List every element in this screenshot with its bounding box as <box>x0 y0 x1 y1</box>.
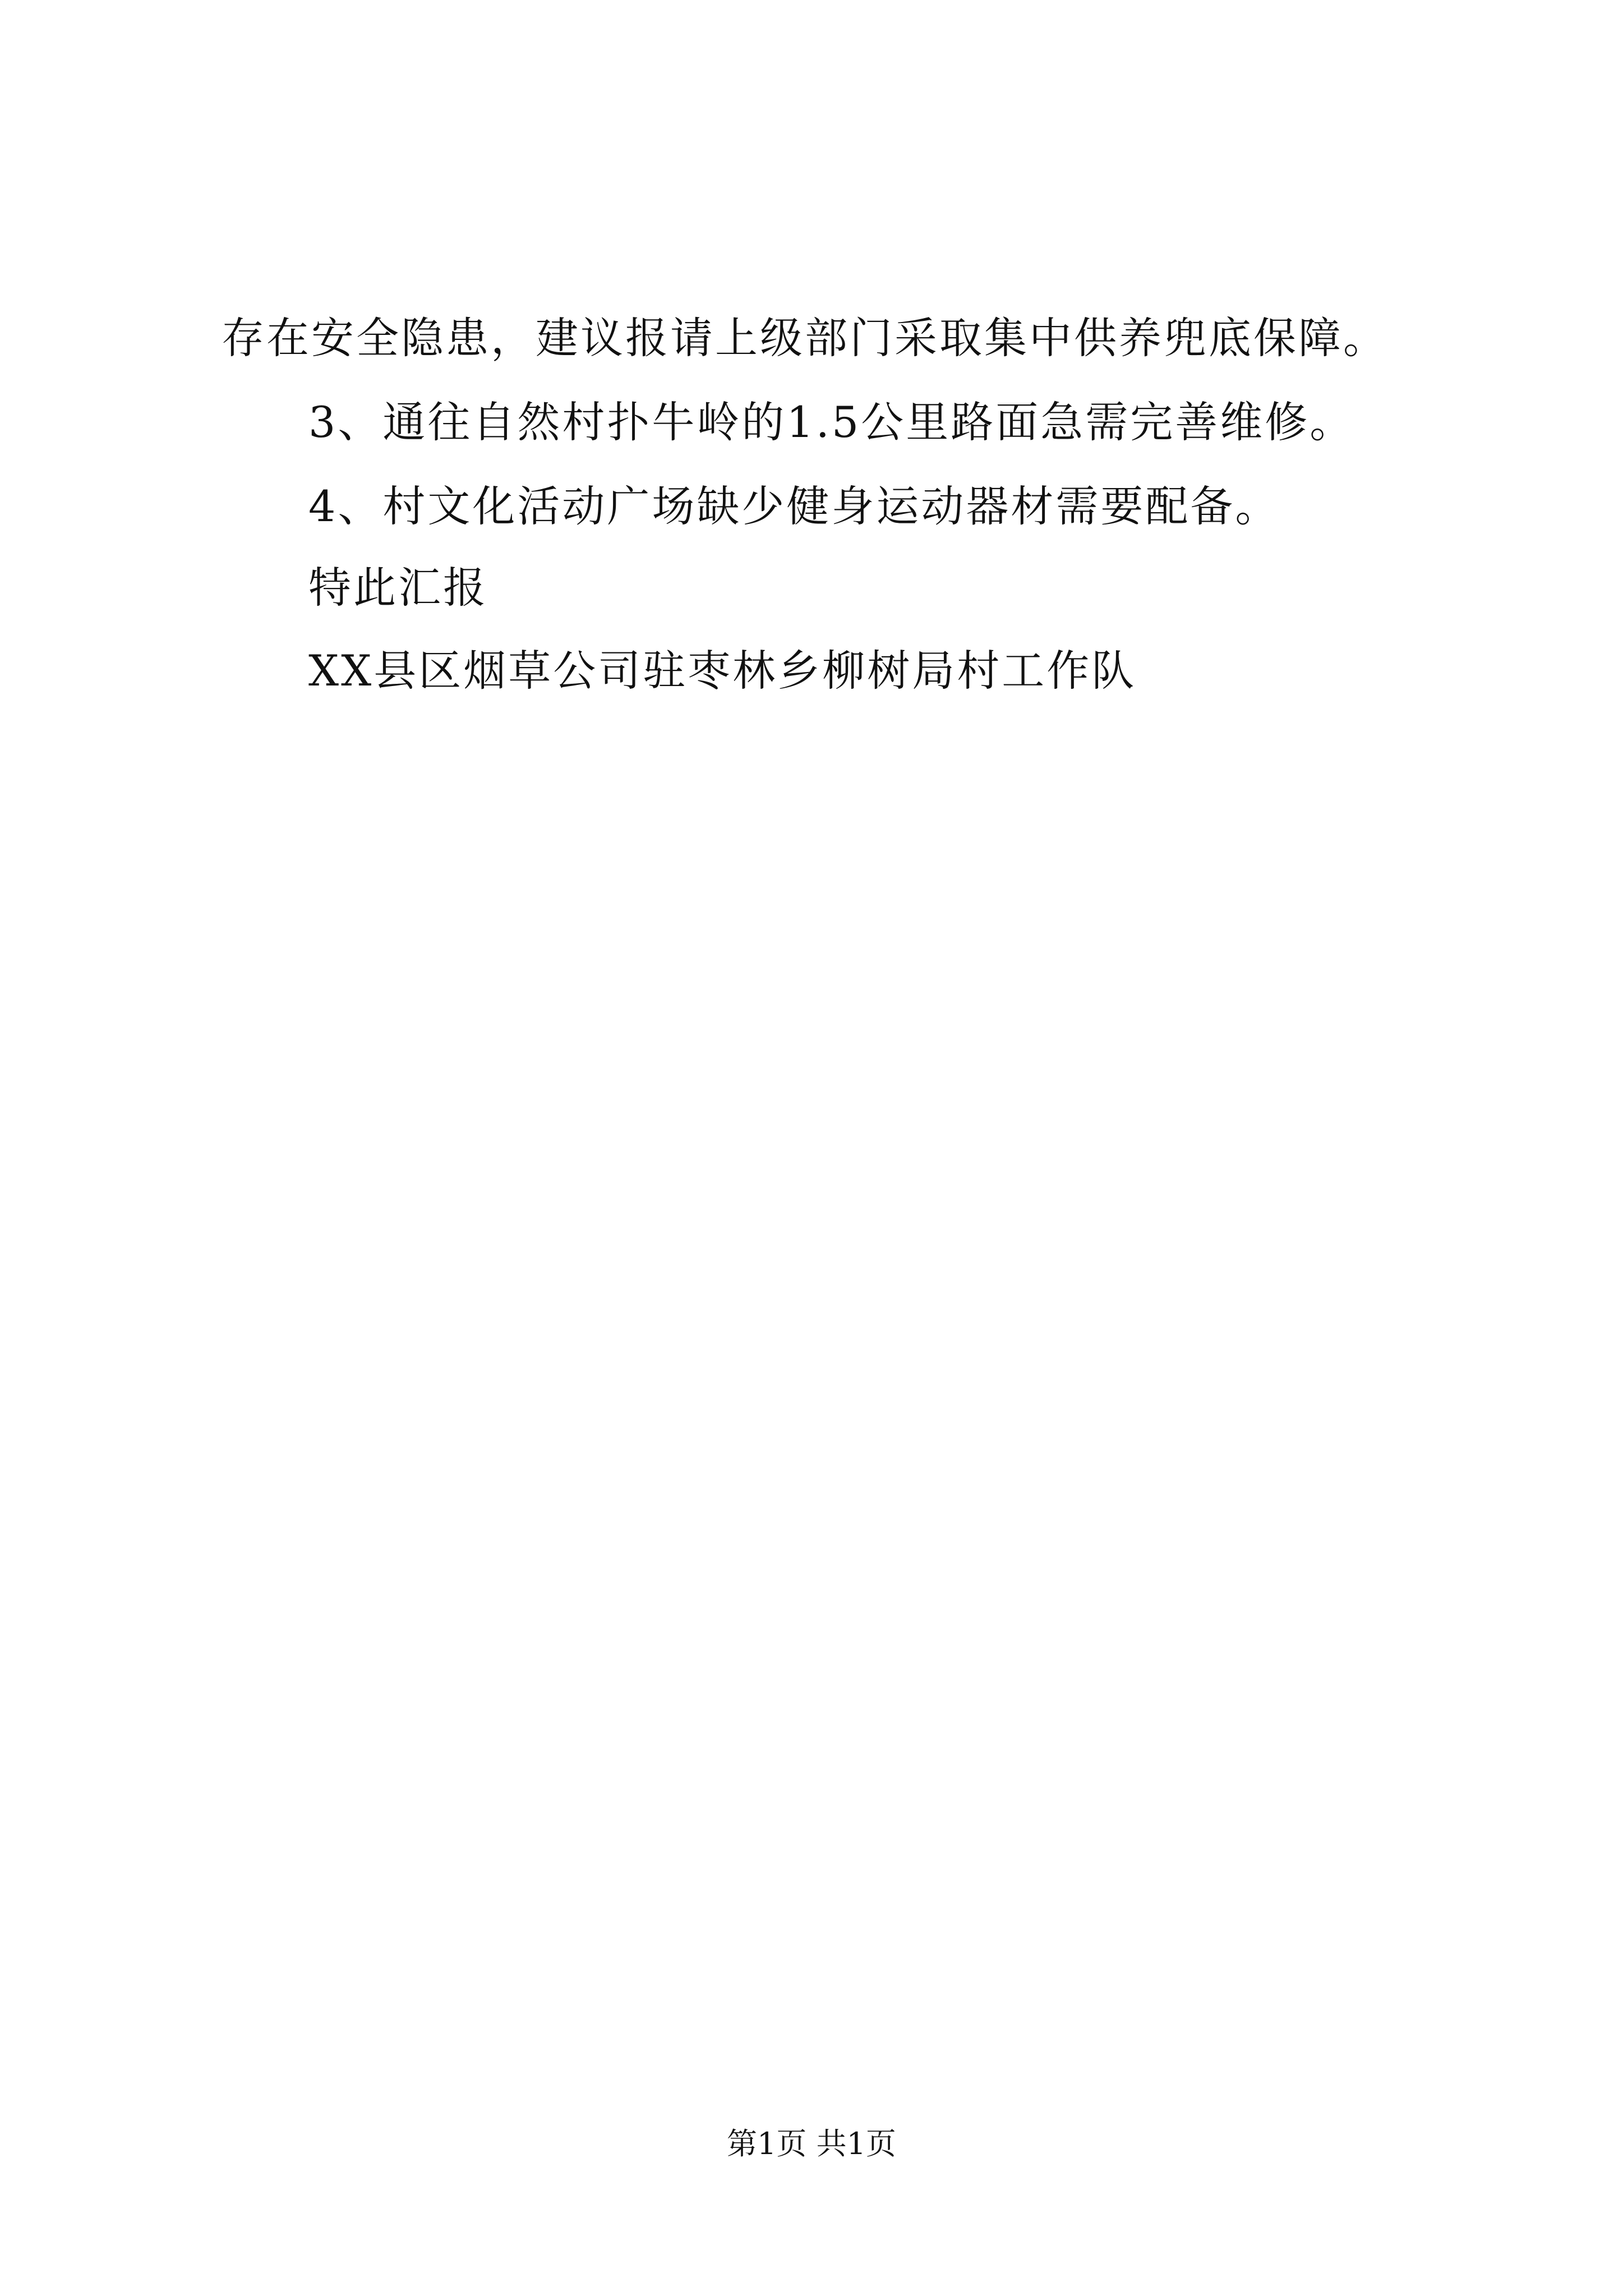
body-paragraph-continuation: 存在安全隐患，建议报请上级部门采取集中供养兜底保障。 <box>222 313 1388 363</box>
list-item-4: 4、村文化活动广场缺少健身运动器材需要配备。 <box>308 481 1280 531</box>
list-item-3: 3、通往自然村扑牛岭的1.5公里路面急需完善维修。 <box>308 397 1355 447</box>
page-number-footer: 第1页 共1页 <box>727 2126 896 2161</box>
closing-remark: 特此汇报 <box>308 563 488 613</box>
signature-organization: XX县区烟草公司驻枣林乡柳树局村工作队 <box>308 646 1137 696</box>
